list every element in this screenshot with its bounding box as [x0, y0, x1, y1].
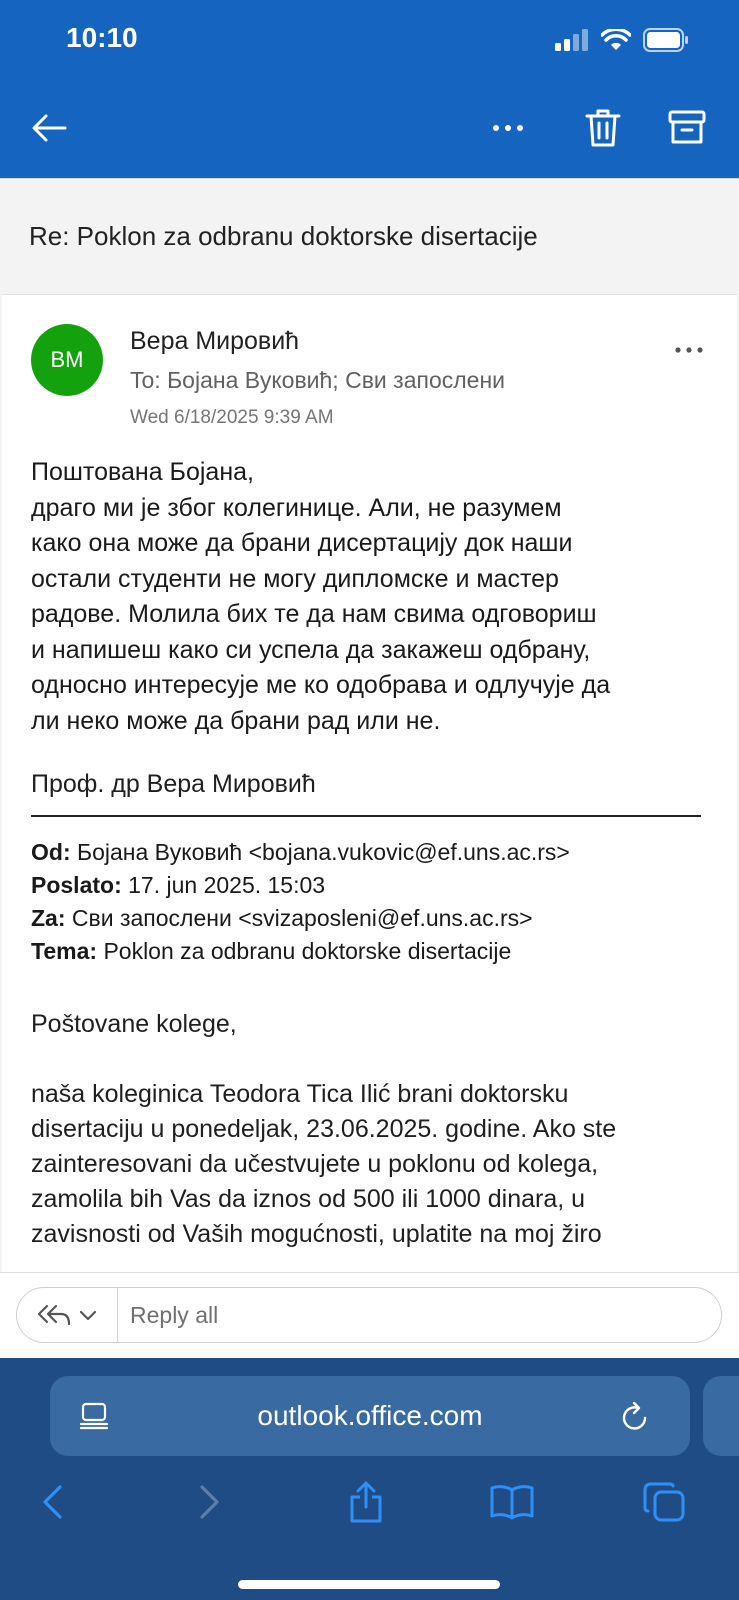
book-icon	[489, 1484, 535, 1520]
to-value-fw: Сви запослени <svizaposleni@ef.uns.ac.rs>	[71, 905, 533, 931]
browser-forward-button[interactable]	[186, 1478, 234, 1526]
to-recipients: Бојана Вуковић; Сви запослени	[167, 367, 505, 393]
delete-button[interactable]	[578, 103, 628, 153]
chevron-left-icon	[41, 1484, 63, 1520]
body-line: односно интересује ме ко одобрава и одлучује да	[31, 671, 611, 699]
from-value: Бојана Вуковић <bojana.vukovic@ef.uns.ac.rs>	[77, 839, 570, 865]
spacer	[31, 1042, 721, 1077]
trash-icon	[585, 108, 621, 148]
address-bar[interactable]	[50, 1376, 690, 1456]
sent-label: Poslato:	[31, 872, 122, 898]
wifi-icon	[601, 29, 631, 51]
forwarded-subject	[31, 935, 570, 968]
safari-bottom-bar	[0, 1358, 739, 1600]
body-line: радове. Молила бих те да нам свима одговориш	[31, 600, 597, 628]
message-more-button[interactable]	[675, 329, 703, 360]
reply-all-box[interactable]	[16, 1287, 722, 1343]
subject-value: Poklon za odbranu doktorske disertacije	[103, 938, 512, 964]
reply-type-selector[interactable]	[17, 1288, 118, 1342]
forwarded-line: zainteresovani da učestvujete u poklonu od kolega,	[31, 1150, 599, 1178]
share-button[interactable]	[342, 1478, 390, 1526]
url-text[interactable]: outlook.office.com	[257, 1400, 483, 1431]
forwarded-sent	[31, 869, 570, 902]
battery-icon	[643, 28, 689, 52]
next-tab-preview[interactable]	[703, 1376, 739, 1456]
avatar[interactable]: ВМ	[31, 324, 103, 396]
more-options-button[interactable]	[483, 103, 533, 153]
chevron-down-icon	[79, 1309, 97, 1321]
divider	[31, 815, 701, 817]
reply-input[interactable]: Reply all	[130, 1302, 219, 1328]
reply-bar	[0, 1272, 739, 1359]
body-line: и напишеш како си успела да закажеш одбрану,	[31, 635, 591, 664]
body-line: Поштована Бојана,	[31, 458, 254, 486]
ellipsis-icon	[492, 124, 524, 132]
forwarded-greeting: Poštovane kolege,	[31, 1010, 237, 1038]
sender-name[interactable]: Вера Мировић	[130, 327, 300, 355]
reply-all-icon	[37, 1302, 71, 1328]
body-line: драго ми је због колегинице. Али, не разумем	[31, 493, 562, 522]
status-time: 10:10	[66, 22, 138, 53]
forwarded-body	[31, 1007, 721, 1252]
to-label-fw: Za:	[31, 905, 66, 931]
archive-icon	[668, 110, 706, 146]
body-line: ли неко може да брани рад или не.	[31, 706, 441, 735]
email-message	[2, 294, 737, 1355]
browser-back-button[interactable]	[28, 1478, 76, 1526]
subject-bar	[0, 178, 739, 295]
tabs-button[interactable]	[640, 1478, 688, 1526]
recipients-line[interactable]	[130, 367, 505, 394]
sent-value: 17. jun 2025. 15:03	[128, 872, 326, 898]
forwarded-header	[31, 836, 570, 968]
email-date: Wed 6/18/2025 9:39 AM	[130, 407, 334, 428]
forwarded-to	[31, 902, 570, 935]
to-label: To:	[130, 367, 161, 393]
status-icons	[555, 28, 689, 52]
forwarded-line: disertaciju u ponedeljak, 23.06.2025. godine. Ako ste	[31, 1115, 617, 1143]
reload-icon[interactable]	[620, 1400, 650, 1432]
home-indicator[interactable]	[238, 1580, 500, 1589]
back-button[interactable]	[24, 103, 74, 153]
ellipsis-icon	[675, 347, 703, 353]
chevron-right-icon	[199, 1484, 221, 1520]
bookmarks-button[interactable]	[488, 1478, 536, 1526]
body-line: како она може да брани дисертацију док наши	[31, 529, 573, 557]
signature: Проф. др Вера Мировић	[31, 770, 316, 798]
arrow-left-icon	[31, 113, 67, 143]
share-icon	[348, 1481, 384, 1523]
forwarded-from	[31, 836, 570, 869]
signal-icon	[555, 29, 589, 51]
app-header	[0, 0, 739, 178]
forwarded-line: zavisnosti od Vaših mogućnosti, uplatite na moj žiro	[31, 1220, 602, 1248]
tabs-icon	[643, 1482, 685, 1522]
email-body	[31, 455, 711, 739]
forwarded-line: naša koleginica Teodora Tica Ilić brani doktorsku	[31, 1080, 569, 1108]
from-label: Od:	[31, 839, 71, 865]
body-line: остали студенти не могу дипломске и мастер	[31, 564, 559, 593]
archive-button[interactable]	[662, 103, 712, 153]
email-subject: Re: Poklon za odbranu doktorske disertacije	[29, 221, 538, 251]
subject-label: Tema:	[31, 938, 98, 964]
forwarded-line: zamolila bih Vas da iznos od 500 ili 1000 dinara, u	[31, 1185, 586, 1213]
